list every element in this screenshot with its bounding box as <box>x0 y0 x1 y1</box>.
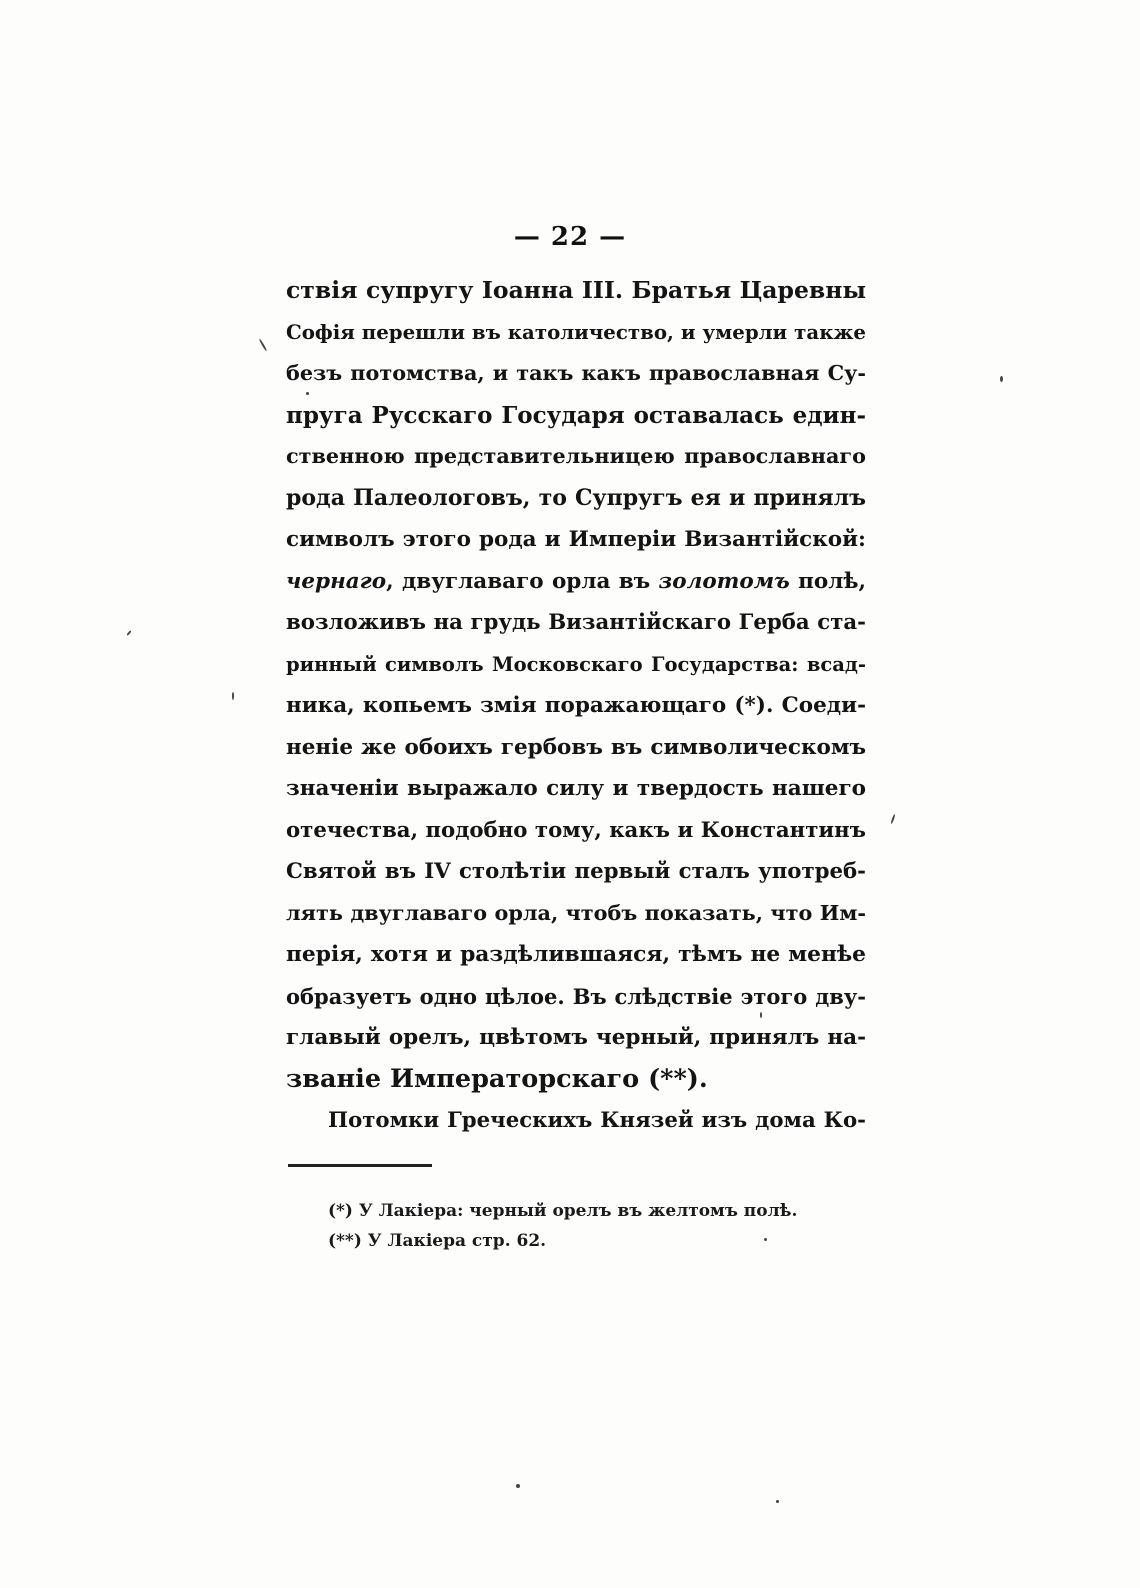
text-run: Потомки Греческихъ Князей изъ дома Ко- <box>328 1108 866 1133</box>
text-run: ственною представительницею православнаго <box>286 444 866 468</box>
text-run: Святой въ IV столѣтіи первый сталъ употреб- <box>286 859 866 884</box>
footnote: (**) У Лакіера стр. 62. <box>328 1231 547 1251</box>
text-run: отечества, подобно тому, какъ и Константинъ <box>286 817 866 843</box>
text-run: ринный символъ Московскаго Государства: всад- <box>286 652 866 676</box>
text-line <box>286 976 866 1018</box>
text-line <box>286 893 866 935</box>
text-run: ника, копьемъ змія поражающаго (*). Соеди- <box>286 693 866 718</box>
scan-speck <box>890 814 895 824</box>
text-line <box>286 727 866 769</box>
text-line <box>286 561 866 603</box>
text-line <box>286 934 866 976</box>
text-run: пруга Русскаго Государя оставалась един- <box>286 401 866 429</box>
text-line <box>286 1059 866 1101</box>
text-run: главый орелъ, цвѣтомъ черный, принялъ на- <box>286 1025 866 1050</box>
text-run: званіе Императорскаго (**). <box>286 1063 708 1094</box>
text-line <box>286 644 866 686</box>
text-line <box>286 353 866 395</box>
text-run: значеніи выражало силу и твердость нашего <box>286 776 866 801</box>
text-run: образуетъ одно цѣлое. Въ слѣдствіе этого дву- <box>286 983 866 1009</box>
text-line <box>286 1100 866 1142</box>
scan-speck <box>760 1012 762 1018</box>
scan-speck <box>1000 376 1003 382</box>
text-run: , двуглаваго орла въ <box>386 568 659 594</box>
text-line <box>286 810 866 852</box>
text-run: безъ потомства, и такъ какъ православная Су- <box>286 361 866 385</box>
scan-speck <box>776 1500 779 1503</box>
scan-speck <box>232 692 234 700</box>
text-line <box>286 312 866 354</box>
scan-speck <box>126 630 131 636</box>
text-run: полѣ, <box>789 568 866 594</box>
text-line <box>286 1017 866 1059</box>
text-run: возложивъ на грудь Византійскаго Герба ста- <box>286 610 866 635</box>
text-run: перія, хотя и раздѣлившаяся, тѣмъ не менѣе <box>286 942 866 967</box>
text-line <box>286 436 866 478</box>
scan-speck <box>259 338 268 351</box>
footnote: (*) У Лакіера: черный орелъ въ желтомъ полѣ. <box>328 1201 798 1221</box>
footnote-divider <box>288 1164 432 1167</box>
scan-speck <box>306 392 309 395</box>
text-line <box>286 602 866 644</box>
page-number: — 22 — <box>513 222 627 252</box>
footnotes <box>328 1196 828 1256</box>
scan-speck <box>516 1484 520 1488</box>
text-run: символъ этого рода и Имперіи Византійской: <box>286 527 866 552</box>
text-run: рода Палеологовъ, то Супругъ ея и принялъ <box>286 484 866 511</box>
text-run: ствія супругу Іоанна III. Братья Царевны <box>286 276 866 304</box>
text-line <box>286 768 866 810</box>
text-run: Софія перешли въ католичество, и умерли также <box>286 319 866 344</box>
italic-phrase: золотомъ <box>658 568 790 594</box>
text-line <box>286 395 866 437</box>
text-line <box>286 519 866 561</box>
italic-phrase: чернаго <box>286 568 387 594</box>
text-run: лять двуглаваго орла, чтобъ показать, что Им- <box>286 900 866 925</box>
text-line <box>286 851 866 893</box>
body-text <box>286 270 866 1142</box>
text-run: неніе же обоихъ гербовъ въ символическомъ <box>286 734 866 760</box>
text-line <box>286 270 866 312</box>
text-line <box>286 685 866 727</box>
text-line <box>286 478 866 520</box>
scan-speck <box>764 1238 767 1241</box>
